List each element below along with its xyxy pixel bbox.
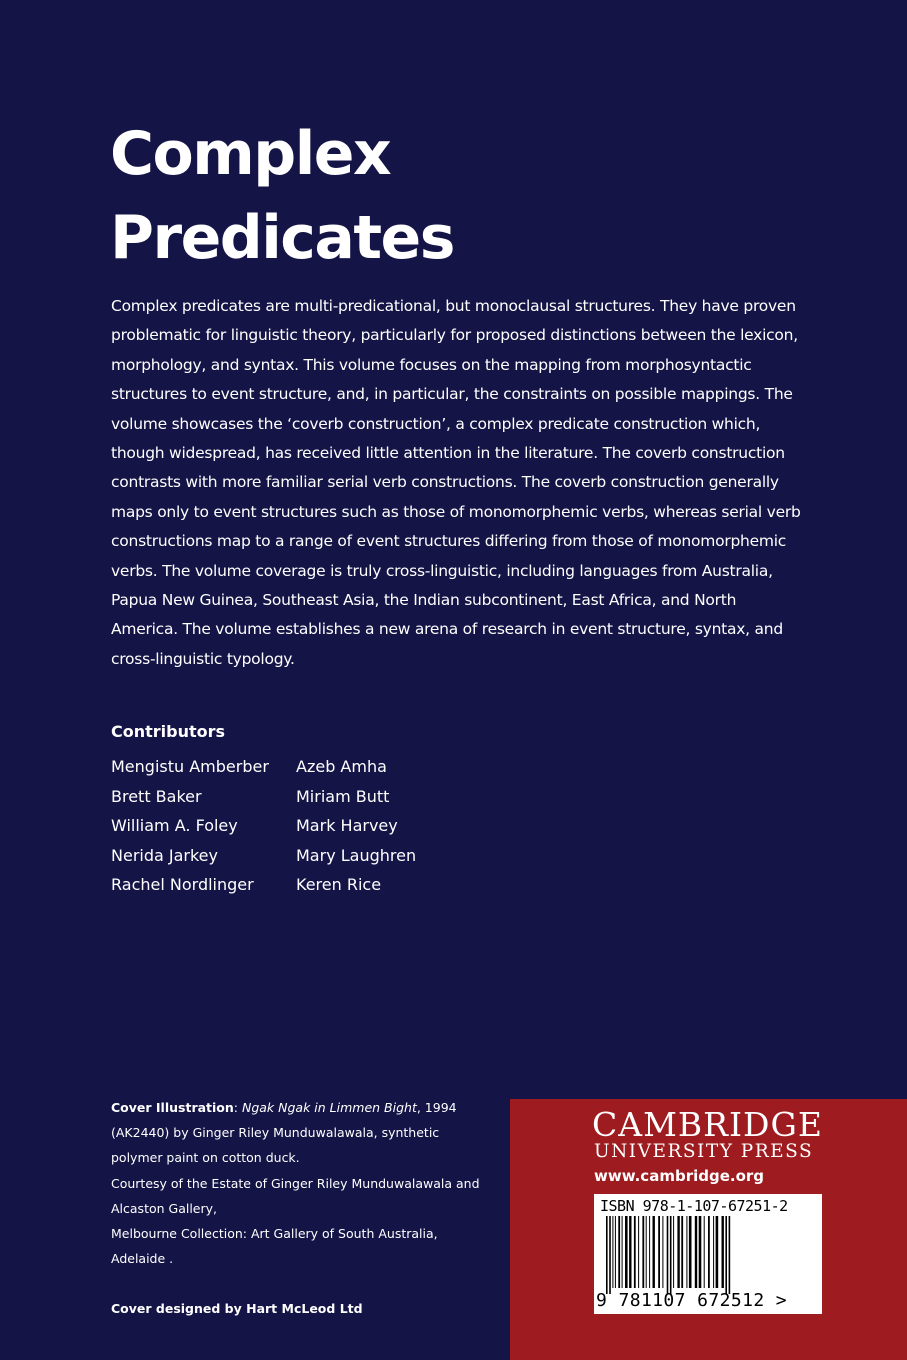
- credit-line-2: Courtesy of the Estate of Ginger Riley Munduwalawala and Alcaston Gallery,: [111, 1175, 480, 1216]
- contributors-heading: Contributors: [111, 722, 226, 741]
- contributors-column-2: [296, 752, 416, 900]
- barcode-bar: [625, 1216, 628, 1288]
- barcode-bar: [609, 1216, 611, 1294]
- barcode-bar: [658, 1216, 660, 1288]
- cover-credits: Cover Illustration: Ngak Ngak in Limmen Bight, 1994 (AK2440) by Ginger Riley Munduwalawala, synthetic polymer paint on cotton duck. Courtesy of the Estate of Ginger Riley Munduwalawala and Alcaston Gallery, Melbourne Collection: Art Gallery of South Australia, Adelaide .: [111, 1100, 480, 1267]
- barcode-bar: [667, 1216, 669, 1294]
- title-line-1: Complex: [110, 119, 391, 189]
- barcode-bar: [713, 1216, 714, 1288]
- title-line-2: Predicates: [110, 203, 454, 273]
- publisher-url[interactable]: www.cambridge.org: [594, 1167, 765, 1185]
- barcode-bar: [716, 1216, 719, 1288]
- barcode-bar: [708, 1216, 710, 1288]
- barcode-bar: [704, 1216, 705, 1288]
- barcode-bar: [634, 1216, 636, 1288]
- publisher-band: [510, 1099, 907, 1360]
- contributor-name: William A. Foley: [111, 816, 238, 835]
- barcode-bar: [646, 1216, 647, 1288]
- contributor-name: Rachel Nordlinger: [111, 875, 254, 894]
- barcode-bar: [612, 1216, 613, 1288]
- contributor-name: Mengistu Amberber: [111, 757, 269, 776]
- contributors-column-1: [111, 752, 269, 900]
- barcode-bar: [662, 1216, 663, 1288]
- barcode: [600, 1216, 816, 1294]
- publisher-subtitle: UNIVERSITY PRESS: [594, 1141, 814, 1162]
- isbn-barcode-box: [594, 1194, 822, 1314]
- barcode-bar: [681, 1216, 683, 1288]
- barcode-bar: [638, 1216, 639, 1288]
- contributor-name: Miriam Butt: [296, 786, 390, 806]
- barcode-bar: [729, 1216, 731, 1294]
- book-description: Complex predicates are multi-predicational, but monoclausal structures. They have proven problematic for linguistic theory, particularly for proposed distinctions between the lexicon, morphology, and syntax. This volume focuses on the mapping from morphosyntactic structures to event structure, and, in particular, the constraints on possible mappings. The volume showcases the ‘coverb construction’, a complex predicate construction which, though widespread, has received little attention in the literature. The coverb construction contrasts with more familiar serial verb constructions. The coverb construction generally maps only to event structures such as those of monomorphemic verbs, whereas serial verb constructions map to a range of event structures differing from those of monomorphemic verbs. The volume coverage is truly cross-linguistic, including languages from Australia, Papua New Guinea, Southeast Asia, the Indian subcontinent, East Africa, and North America. The volume establishes a new arena of research in event structure, syntax, and cross-linguistic typology.: [111, 297, 801, 668]
- publisher-name: CAMBRIDGE: [592, 1105, 823, 1144]
- barcode-bar: [695, 1216, 697, 1288]
- artwork-title: Ngak Ngak in Limmen Bight: [241, 1100, 417, 1115]
- barcode-bar: [649, 1216, 650, 1288]
- book-title: [110, 112, 454, 280]
- contributor-name: Keren Rice: [296, 875, 382, 894]
- contributor-name: Nerida Jarkey: [111, 845, 218, 865]
- barcode-bar: [615, 1216, 616, 1288]
- credit-line-3: Melbourne Collection: Art Gallery of South Australia, Adelaide .: [111, 1226, 438, 1267]
- barcode-bar: [642, 1216, 644, 1288]
- barcode-bar: [673, 1216, 674, 1288]
- contributor-name: Azeb Amha: [296, 757, 387, 776]
- barcode-bar: [689, 1216, 692, 1288]
- barcode-bar: [618, 1216, 620, 1288]
- barcode-bar: [677, 1216, 679, 1288]
- barcode-bar: [653, 1216, 655, 1288]
- credit-line-1: , 1994 (AK2440) by Ginger Riley Munduwalawala, synthetic polymer paint on cotton duck.: [111, 1100, 457, 1166]
- contributor-name: Brett Baker: [111, 786, 202, 806]
- barcode-bar: [629, 1216, 631, 1288]
- barcode-bar: [670, 1216, 672, 1294]
- barcode-bar: [606, 1216, 608, 1294]
- barcode-bar: [622, 1216, 623, 1288]
- barcode-digits: 9 781107 672512 >: [596, 1290, 788, 1311]
- barcode-bar: [725, 1216, 727, 1294]
- cover-designer: Cover designed by Hart McLeod Ltd: [111, 1301, 363, 1316]
- barcode-bar: [722, 1216, 724, 1288]
- credit-label: Cover Illustration: [111, 1100, 234, 1115]
- contributor-name: Mark Harvey: [296, 816, 398, 835]
- barcode-bar: [686, 1216, 687, 1288]
- contributor-name: Mary Laughren: [296, 845, 417, 865]
- isbn-label: ISBN 978-1-107-67251-2: [600, 1197, 788, 1215]
- barcode-bar: [699, 1216, 702, 1288]
